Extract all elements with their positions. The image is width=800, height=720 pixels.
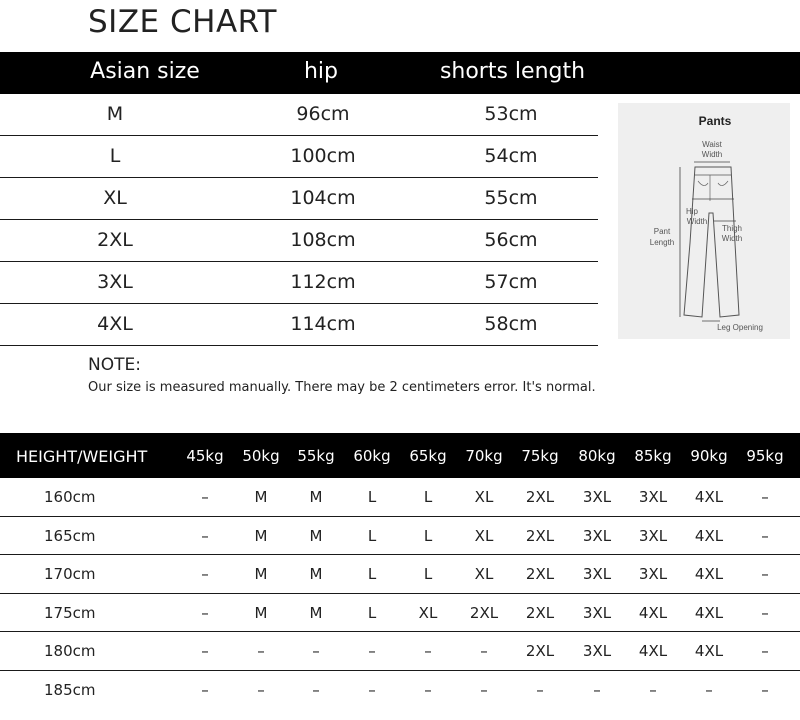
hip-cell: 114cm — [290, 313, 356, 335]
diagram-title: Pants — [698, 114, 732, 128]
size-cell: – — [312, 642, 320, 660]
size-cell: 3XL — [582, 565, 612, 583]
size-cell: L — [367, 488, 377, 506]
pants-diagram — [618, 103, 790, 339]
size-cell: – — [312, 680, 320, 699]
hip-cell: 100cm — [290, 145, 356, 167]
table-row — [0, 594, 800, 633]
size-cell: M — [254, 488, 268, 506]
size-cell: – — [761, 565, 769, 583]
size-cell: – — [424, 680, 432, 699]
size-cell: 3XL — [582, 488, 612, 506]
size-cell: 2XL — [525, 603, 555, 622]
size-cell: XL — [418, 603, 438, 622]
size-cell: L — [367, 526, 377, 545]
size-cell: – — [761, 603, 769, 622]
length-cell: 55cm — [484, 187, 538, 209]
header-weight: 55kg — [297, 447, 335, 465]
size-cell: 4XL — [694, 526, 724, 545]
length-cell: 53cm — [484, 103, 538, 125]
size-cell: 4XL — [694, 642, 724, 660]
hip-cell: 108cm — [290, 229, 356, 251]
size-cell: – — [649, 680, 657, 699]
size-table-body — [0, 94, 598, 346]
header-weight: 85kg — [634, 447, 672, 465]
size-table-header — [0, 52, 800, 94]
size-cell: – — [761, 642, 769, 660]
size-cell: – — [761, 488, 769, 506]
size-cell: – — [201, 488, 209, 506]
size-cell: – — [424, 642, 432, 660]
size-cell: 2XL — [525, 526, 555, 545]
table-row — [0, 304, 598, 346]
height-cell: 165cm — [44, 526, 96, 545]
hw-table-header — [0, 433, 800, 478]
size-cell: 3XL — [638, 526, 668, 545]
table-row — [0, 136, 598, 178]
header-weight: 45kg — [186, 447, 224, 465]
header-asian-size: Asian size — [90, 59, 200, 84]
size-cell: 3XL — [582, 526, 612, 545]
table-row — [0, 94, 598, 136]
pocket-right — [718, 181, 728, 186]
size-cell: – — [201, 680, 209, 699]
height-cell: 175cm — [44, 603, 96, 622]
table-row — [0, 671, 800, 709]
size-cell: – — [761, 526, 769, 545]
size-cell: 2XL — [525, 565, 555, 583]
size-cell: M — [309, 565, 323, 583]
label-leg-opening: Leg Opening — [717, 323, 763, 332]
length-cell: 54cm — [484, 145, 538, 167]
note-title: NOTE: — [88, 355, 141, 375]
label-thigh-2: Width — [721, 234, 743, 243]
hw-table-body — [0, 478, 800, 708]
size-cell: XL — [474, 488, 494, 506]
size-cell: L — [109, 145, 121, 167]
table-row — [0, 632, 800, 671]
height-cell: 180cm — [44, 642, 96, 660]
size-cell: 4XL — [694, 565, 724, 583]
header-hip: hip — [303, 59, 339, 84]
table-row — [0, 517, 800, 556]
size-cell: L — [367, 603, 377, 622]
size-cell: 3XL — [638, 565, 668, 583]
header-weight: 95kg — [746, 447, 784, 465]
size-cell: – — [201, 603, 209, 622]
size-cell: M — [309, 488, 323, 506]
header-shorts-length: shorts length — [439, 59, 586, 84]
header-weight: 80kg — [578, 447, 616, 465]
size-cell: M — [309, 603, 323, 622]
length-cell: 56cm — [484, 229, 538, 251]
size-cell: – — [201, 565, 209, 583]
size-cell: XL — [474, 565, 494, 583]
size-cell: M — [106, 103, 124, 125]
size-cell: 2XL — [525, 642, 555, 660]
table-row — [0, 178, 598, 220]
size-cell: – — [593, 680, 601, 699]
header-height-weight: HEIGHT/WEIGHT — [16, 447, 148, 466]
table-row — [0, 478, 800, 517]
size-cell: M — [254, 603, 268, 622]
header-weight: 75kg — [521, 447, 559, 465]
size-cell: – — [536, 680, 544, 699]
table-row — [0, 555, 800, 594]
hip-cell: 96cm — [296, 103, 350, 125]
length-cell: 57cm — [484, 271, 538, 293]
label-waist-2: Width — [701, 150, 723, 159]
height-cell: 170cm — [44, 565, 96, 583]
table-row — [0, 262, 598, 304]
size-cell: 4XL — [694, 488, 724, 506]
size-cell: – — [201, 526, 209, 545]
label-pant-1: Pant — [653, 227, 671, 236]
pocket-left — [698, 181, 708, 186]
size-cell: L — [423, 565, 433, 583]
size-cell: 4XL — [638, 603, 668, 622]
page-title: SIZE CHART — [88, 4, 277, 40]
height-cell: 185cm — [44, 680, 96, 699]
size-cell: 2XL — [469, 603, 499, 622]
label-thigh-1: Thigh — [721, 224, 743, 233]
label-waist-1: Waist — [702, 140, 722, 149]
hip-cell: 104cm — [290, 187, 356, 209]
label-pant-2: Length — [649, 238, 675, 247]
size-cell: – — [368, 642, 376, 660]
size-cell: – — [257, 680, 265, 699]
size-cell: M — [309, 526, 323, 545]
size-cell: L — [367, 565, 377, 583]
size-cell: 4XL — [694, 603, 724, 622]
label-hip-1: Hip — [685, 207, 699, 216]
label-hip-2: Width — [686, 217, 708, 226]
size-cell: 4XL — [638, 642, 668, 660]
size-cell: 2XL — [97, 229, 133, 251]
header-weight: 70kg — [465, 447, 503, 465]
size-cell: XL — [103, 187, 127, 209]
size-cell: – — [480, 680, 488, 699]
header-weight: 90kg — [690, 447, 728, 465]
size-cell: – — [257, 642, 265, 660]
size-cell: L — [423, 488, 433, 506]
size-cell: – — [480, 642, 488, 660]
size-cell: – — [368, 680, 376, 699]
size-cell: M — [254, 526, 268, 545]
size-cell: M — [254, 565, 268, 583]
size-cell: 3XL — [638, 488, 668, 506]
header-weight: 65kg — [409, 447, 447, 465]
note-text: Our size is measured manually. There may be 2 centimeters error. It's normal. — [88, 380, 596, 395]
header-weight: 50kg — [242, 447, 280, 465]
size-cell: – — [201, 642, 209, 660]
hip-cell: 112cm — [290, 271, 356, 293]
size-cell: L — [423, 526, 433, 545]
size-cell: 3XL — [582, 603, 612, 622]
size-cell: XL — [474, 526, 494, 545]
size-cell: – — [705, 680, 713, 699]
size-cell: 3XL — [97, 271, 133, 293]
size-cell: 3XL — [582, 642, 612, 660]
size-cell: 4XL — [97, 313, 133, 335]
pants-illustration — [618, 103, 790, 339]
header-weight: 60kg — [353, 447, 391, 465]
height-cell: 160cm — [44, 488, 96, 506]
size-cell: – — [761, 680, 769, 699]
size-cell: 2XL — [525, 488, 555, 506]
length-cell: 58cm — [484, 313, 538, 335]
table-row — [0, 220, 598, 262]
